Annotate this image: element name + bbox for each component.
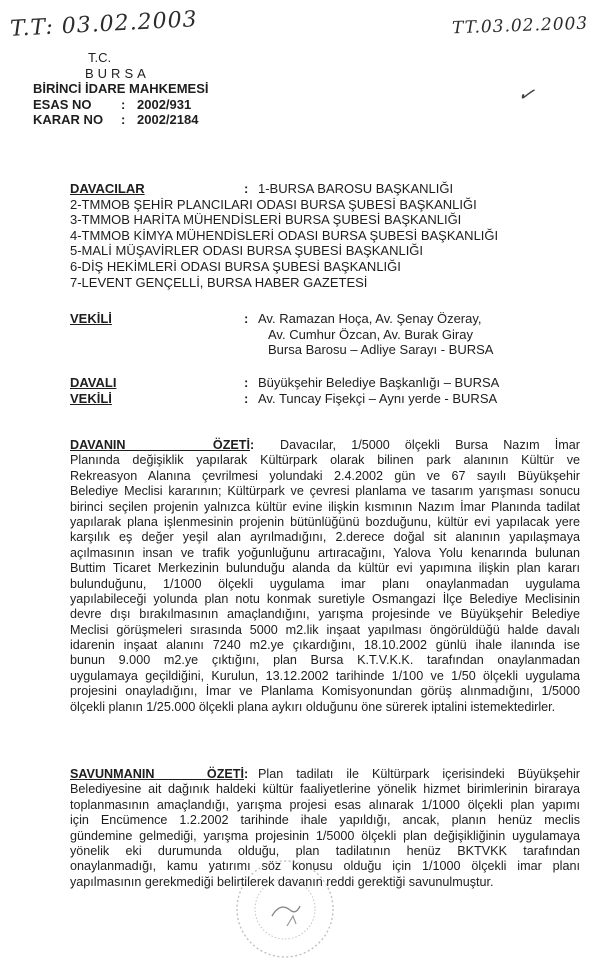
karar-row <box>33 112 209 128</box>
esas-row <box>33 97 209 113</box>
savunmanin-ozeti-first-line <box>70 767 580 782</box>
handwritten-date-right: TT.03.02.2003 <box>451 13 589 39</box>
body-line: Planında değişiklik yapılarak Kültürpark olarak bilinen park alanının Kültür ve <box>70 453 580 468</box>
karar-separator: : <box>121 112 126 128</box>
davanin-ozeti-label: DAVANIN ÖZETİ <box>70 438 250 452</box>
body-line: Meclisi görüşmeleri sırasında 5000 m2.lik inşaat yapılması öngörüldüğü halde davalı <box>70 622 580 637</box>
davacilar-item: 4-TMMOB KİMYA MÜHENDİSLERİ ODASI BURSA ŞUBESİ BAŞKANLIĞI <box>70 227 499 243</box>
body-line: idarenin inşaat alanını 7240 m2.ye çıkardığını, 18.10.2002 günlü ihale ilanında ise <box>70 638 580 653</box>
body-line: bulunduğunu, 1/1000 ölçekli uygulama imar planı onaylanmadan uygulama <box>70 576 580 591</box>
vekili1-colon: : <box>244 311 249 326</box>
davacilar-item: 5-MALİ MÜŞAVİRLER ODASI BURSA ŞUBESİ BAŞKANLIĞI <box>70 243 424 259</box>
davacilar-item: 3-TMMOB HARİTA MÜHENDİSLERİ BURSA ŞUBESİ BAŞKANLIĞI <box>70 212 462 228</box>
body-line: onaylanmadığı, kamu yatırımı söz konusu olduğu için 1/1000 ölçekli imar planı <box>70 859 580 874</box>
body-line: karşılık eş değer yeşil alan ayrılmadığını, 2.derece doğal sit alanının yapılaşmaya <box>70 530 580 545</box>
body-line: Rekreasyon Alanına çevrilmesi yolundaki 2.4.2002 gün ve 67 sayılı Büyükşehir <box>70 468 580 483</box>
body-line: devre dışı bırakılmasının amaçlandığını, yarışma projesinde ve Büyükşehir Belediye <box>70 607 580 622</box>
savunmanin-ozeti-colon: : <box>244 767 249 781</box>
court-name: BİRİNCİ İDARE MAHKEMESİ <box>33 81 209 97</box>
karar-label: KARAR NO <box>33 112 104 128</box>
body-line: ölçekli planın 1/25.000 ölçekli plana aykırı olduğunu öne sürerek iptalini istemektedirler. <box>70 699 556 714</box>
body-line: Belediyesine ait dağınık haldeki kültür faaliyetlerine yönelik hizmet birimlerinin biraraya <box>70 782 580 797</box>
handwritten-check-mark: ✓ <box>516 80 538 108</box>
davanin-ozeti-colon: : <box>250 438 255 452</box>
vekili1-label: VEKİLİ <box>70 311 112 326</box>
davacilar-item: 6-DİŞ HEKİMLERİ ODASI BURSA ŞUBESİ BAŞKANLIĞI <box>70 258 401 274</box>
esas-value: 2002/931 <box>137 96 192 112</box>
davali-colon: : <box>244 375 249 390</box>
court-header <box>33 50 209 128</box>
savunmanin-ozeti-first-text: Plan tadilatı ile Kültürpark içerisindeki Büyükşehir <box>258 767 580 781</box>
body-line: projesini onayladığını, İmar ve Planlama Komisyonundan görüş alınmadığını, 1/5000 <box>70 684 580 699</box>
esas-label: ESAS NO <box>33 96 92 112</box>
vekili1-line: Av. Cumhur Özcan, Av. Burak Giray <box>268 326 473 342</box>
davacilar-colon: : <box>244 181 249 196</box>
country-label: T.C. <box>88 50 112 65</box>
vekili-section-1 <box>70 311 493 358</box>
handwritten-date-left: T.T: 03.02.2003 <box>9 7 199 42</box>
davali-section <box>70 375 499 406</box>
davacilar-item-1: 1-BURSA BAROSU BAŞKANLIĞI <box>258 181 454 196</box>
vekili2-label: VEKİLİ <box>70 390 112 406</box>
body-line: gündemine gelmediği, yarışma projesinin 1/5000 ölçekli plan değişikliğinin uygulamaya <box>70 828 580 843</box>
body-line: toplanmasının amaçlandığı, yarışma projesi esas alınarak 1/1000 ölçekli plan yapımı <box>70 797 580 812</box>
city-label: BURSA <box>85 65 150 81</box>
karar-value: 2002/2184 <box>137 112 199 128</box>
davanin-ozeti-first-text: Davacılar, 1/5000 ölçekli Bursa Nazım İmar <box>280 438 580 452</box>
body-line: yapılarak plana işlenmesinin projenin bütünlüğünü bozduğunu, kültür evi yapılacak yere <box>70 514 580 529</box>
davacilar-section <box>70 181 498 290</box>
vekili2-colon: : <box>244 390 249 406</box>
davanin-ozeti-first-line <box>70 438 580 453</box>
esas-separator: : <box>121 96 126 112</box>
davali-row <box>70 375 499 391</box>
body-line: yapılabileceği yolunda plan notu konmak suretiyle Osmangazi İlçe Belediye Meclisinin <box>70 591 580 606</box>
body-line: Belediye Meclisi kararının; Kültürpark ve çevresi planlama ve tasarım yarışması sonucu <box>70 484 580 499</box>
body-line: uygulamaya geçildiğini, Kurulun, 13.12.2002 tarihinde 1/100 ve 1/50 ölçekli uygulama <box>70 668 580 683</box>
davacilar-item: 2-TMMOB ŞEHİR PLANCILARI ODASI BURSA ŞUBESİ BAŞKANLIĞI <box>70 196 477 212</box>
body-line: Buttim Ticaret Merkezinin bulunduğu alanda da kültür evi yapımına ilişkin plan kararı <box>70 561 580 576</box>
vekili1-row <box>70 311 493 327</box>
davali-label: DAVALI <box>70 375 117 390</box>
davacilar-item: 7-LEVENT GENÇELLİ, BURSA HABER GAZETESİ <box>70 274 368 290</box>
savunmanin-ozeti-label: SAVUNMANIN ÖZETİ <box>70 767 244 781</box>
davanin-ozeti-paragraph <box>70 438 580 715</box>
vekili2-value: Av. Tuncay Fişekçi – Aynı yerde - BURSA <box>258 390 498 406</box>
davali-value: Büyükşehir Belediye Başkanlığı – BURSA <box>258 375 500 390</box>
body-line: birinci seçilen projenin yalnızca kültür evine ilişkin kısmının Nazım İmar Planında tadilat <box>70 499 580 514</box>
court-stamp-icon <box>232 856 338 962</box>
body-line: yapılmasının gerekmediği belirtilerek davanın reddi gerektiği savunulmuştur. <box>70 874 494 889</box>
body-line: bunun 9.000 m2.ye çıktığını, plan Bursa K.T.V.K.K. tarafından onaylanmadan <box>70 653 580 668</box>
vekili1-line: Av. Ramazan Hoça, Av. Şenay Özeray, <box>258 311 482 326</box>
body-line: yönelik eki durumunda olduğu, plan tadilatının henüz BKTVKK tarafından <box>70 843 580 858</box>
body-line: açılmasının insan ve trafik yoğunluğunu artıracağını, Yalova Yolu kenarında bulunan <box>70 545 580 560</box>
body-line: için Encümence 1.2.2002 tarihinde ihale yapıldığı, ancak, planın henüz meclis <box>70 813 580 828</box>
vekili2-row <box>70 391 499 407</box>
vekili1-line: Bursa Barosu – Adliye Sarayı - BURSA <box>268 342 494 358</box>
davacilar-first-row <box>70 181 498 197</box>
davacilar-label: DAVACILAR <box>70 181 145 196</box>
